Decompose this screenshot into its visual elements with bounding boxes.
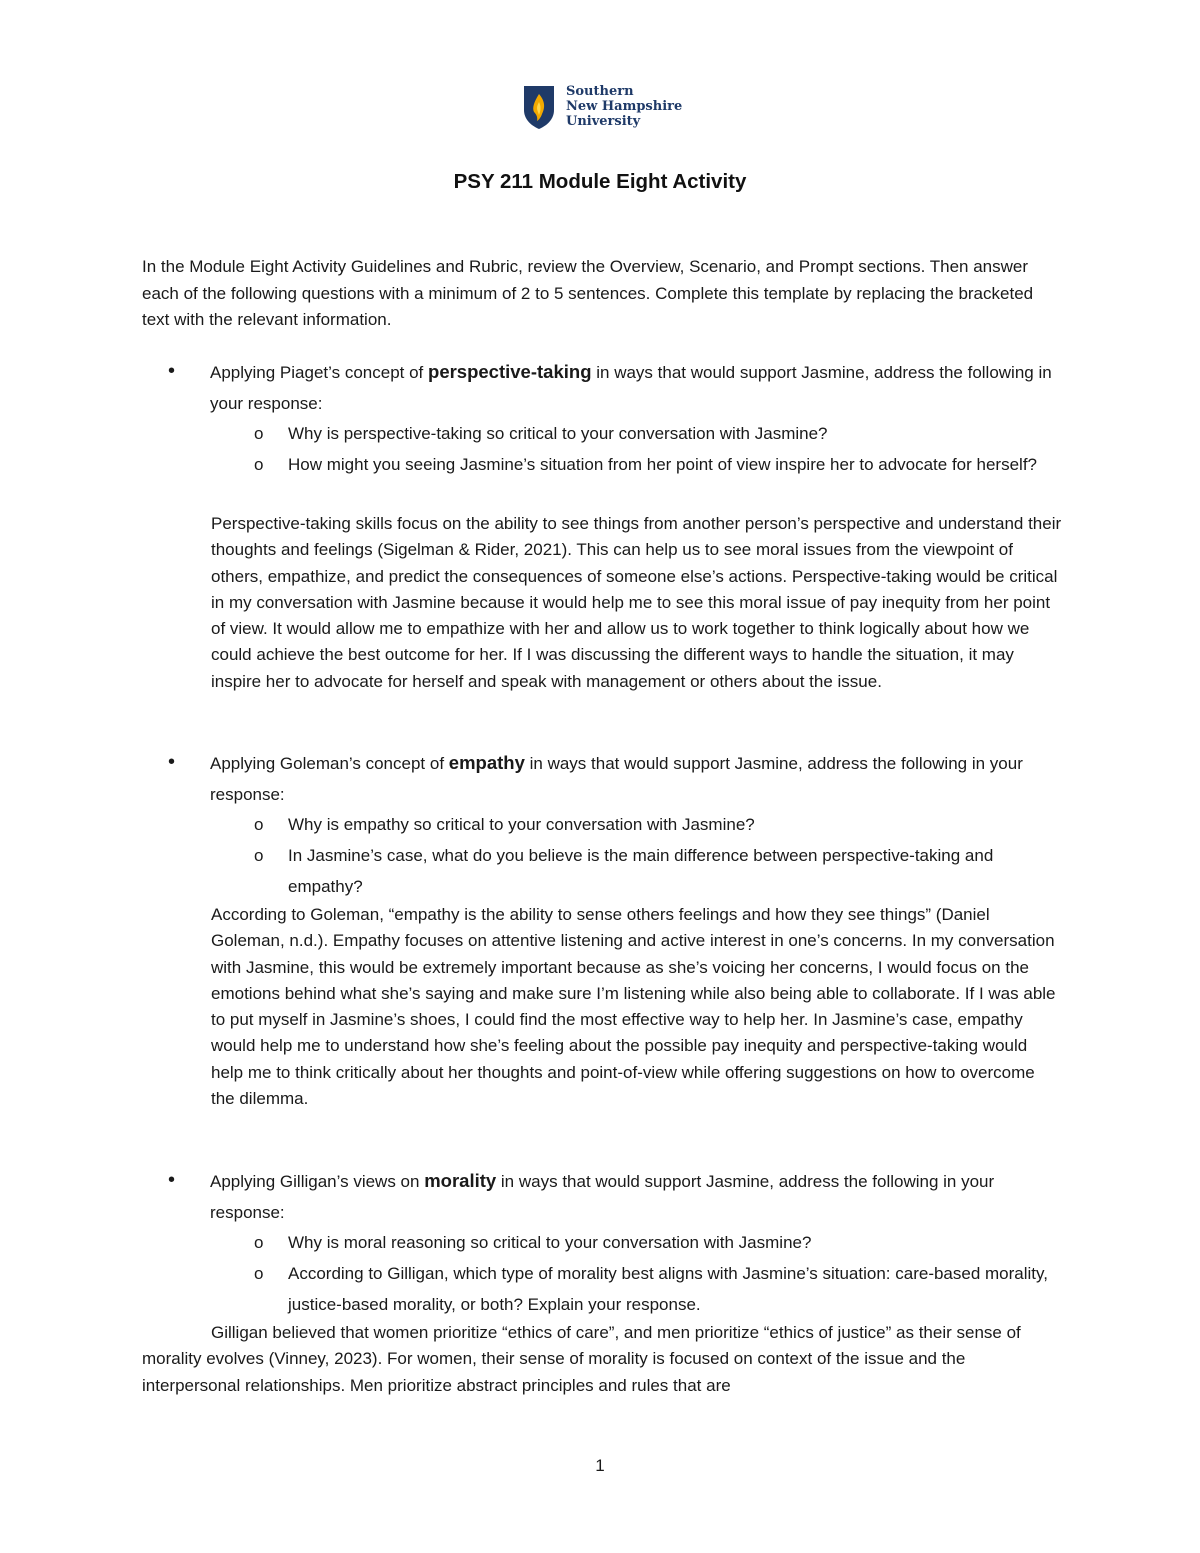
bullet-suffix: in ways that would support Jasmine, address the following in your response: — [210, 363, 1052, 413]
logo-line-2: New Hampshire — [566, 99, 683, 114]
sub-question — [254, 1227, 1054, 1258]
sub-bullet-icon: o — [254, 1264, 264, 1283]
bullet-text — [210, 747, 1062, 810]
sub-question — [254, 449, 1054, 480]
sub-question — [254, 840, 1054, 902]
bullet-suffix: in ways that would support Jasmine, address the following in your response: — [210, 1172, 995, 1222]
page-title: PSY 211 Module Eight Activity — [453, 170, 747, 193]
sub-question — [254, 1258, 1054, 1320]
bullet-text — [210, 356, 1062, 419]
sub-question-text: In Jasmine’s case, what do you believe is the main difference between perspective-taking and empathy? — [288, 846, 994, 896]
sub-bullet-icon: o — [254, 1233, 264, 1252]
sub-question-text: According to Gilligan, which type of morality best aligns with Jasmine’s situation: care-based morality, justice-based morality, or both? Explain your response. — [288, 1264, 1048, 1314]
bullet-morality — [142, 1165, 1062, 1228]
sub-bullet-icon: o — [254, 455, 264, 474]
intro-paragraph: In the Module Eight Activity Guidelines and Rubric, review the Overview, Scenario, and Prompt sections. Then answer each of the following questions with a minimum of 2 to 5 sentences. Complete this template by replacing the bracketed text with the relevant information. — [142, 257, 1034, 329]
sub-question-text: Why is moral reasoning so critical to your conversation with Jasmine? — [288, 1233, 812, 1252]
bullet-term: empathy — [448, 752, 525, 773]
bullet-prefix: Applying Gilligan’s views on — [210, 1172, 420, 1191]
sub-question-text: Why is empathy so critical to your conversation with Jasmine? — [288, 815, 755, 834]
snhu-wordmark — [566, 84, 682, 129]
bullet-icon: • — [168, 751, 176, 773]
sub-bullet-icon: o — [254, 424, 264, 443]
bullet-empathy — [142, 747, 1062, 810]
bullet-icon: • — [168, 360, 176, 382]
bullet-icon: • — [168, 1169, 176, 1191]
logo-line-1: Southern — [566, 84, 634, 99]
bullet-term: perspective-taking — [428, 361, 592, 382]
logo-line-3: University — [566, 114, 641, 129]
bullet-perspective-taking — [142, 356, 1062, 419]
sub-question — [254, 418, 1054, 449]
bullet-text — [210, 1165, 1062, 1228]
bullet-prefix: Applying Piaget’s concept of — [210, 363, 424, 382]
bullet-prefix: Applying Goleman’s concept of — [210, 754, 445, 773]
sub-question-text: How might you seeing Jasmine’s situation from her point of view inspire her to advocate for herself? — [288, 455, 1038, 474]
answer-paragraph: Perspective-taking skills focus on the ability to see things from another person’s perspective and understand their thoughts and feelings (Sigelman & Rider, 2021). This can help us to see moral issues from the viewpoint of others, empathize, and predict the consequences of someone else’s actions. Perspective-taking would be critical in my conversation with Jasmine because it would help me to see this moral issue of pay inequity from her point of view. It would allow me to empathize with her and allow us to work together to think logically about how we could achieve the best outcome for her. If I was discussing the different ways to handle the situation, it may inspire her to advocate for herself and speak with management or others about the issue. — [211, 514, 1062, 691]
bullet-term: morality — [424, 1170, 497, 1191]
page-number: 1 — [595, 1456, 605, 1475]
answer-paragraph: According to Goleman, “empathy is the ability to sense others feelings and how they see things” (Daniel Goleman, n.d.). Empathy focuses on attentive listening and active interest in one’s concerns. In my conversation with Jasmine, this would be extremely important because as she’s voicing her concerns, I would focus on the emotions behind what she’s saying and make sure I’m listening while also being able to collaborate. If I was able to put myself in Jasmine’s shoes, I could find the most effective way to help her. In Jasmine’s case, empathy would help me to understand how she’s feeling about the possible pay inequity and perspective-taking would help me to think critically about her thoughts and point-of-view while offering suggestions on how to overcome the dilemma. — [211, 905, 1056, 1109]
sub-bullet-icon: o — [254, 815, 264, 834]
snhu-shield-icon — [522, 84, 556, 130]
sub-question-text: Why is perspective-taking so critical to your conversation with Jasmine? — [288, 424, 828, 443]
sub-bullet-icon: o — [254, 846, 264, 865]
bullet-suffix: in ways that would support Jasmine, address the following in your response: — [210, 754, 1023, 804]
sub-question — [254, 809, 1054, 840]
answer-paragraph: Gilligan believed that women prioritize “ethics of care”, and men prioritize “ethics of justice” as their sense of morality evolves (Vinney, 2023). For women, their sense of morality is focused on context of the issue and the interpersonal relationships. Men prioritize abstract principles and rules that are — [142, 1323, 1021, 1395]
snhu-logo — [522, 84, 692, 134]
